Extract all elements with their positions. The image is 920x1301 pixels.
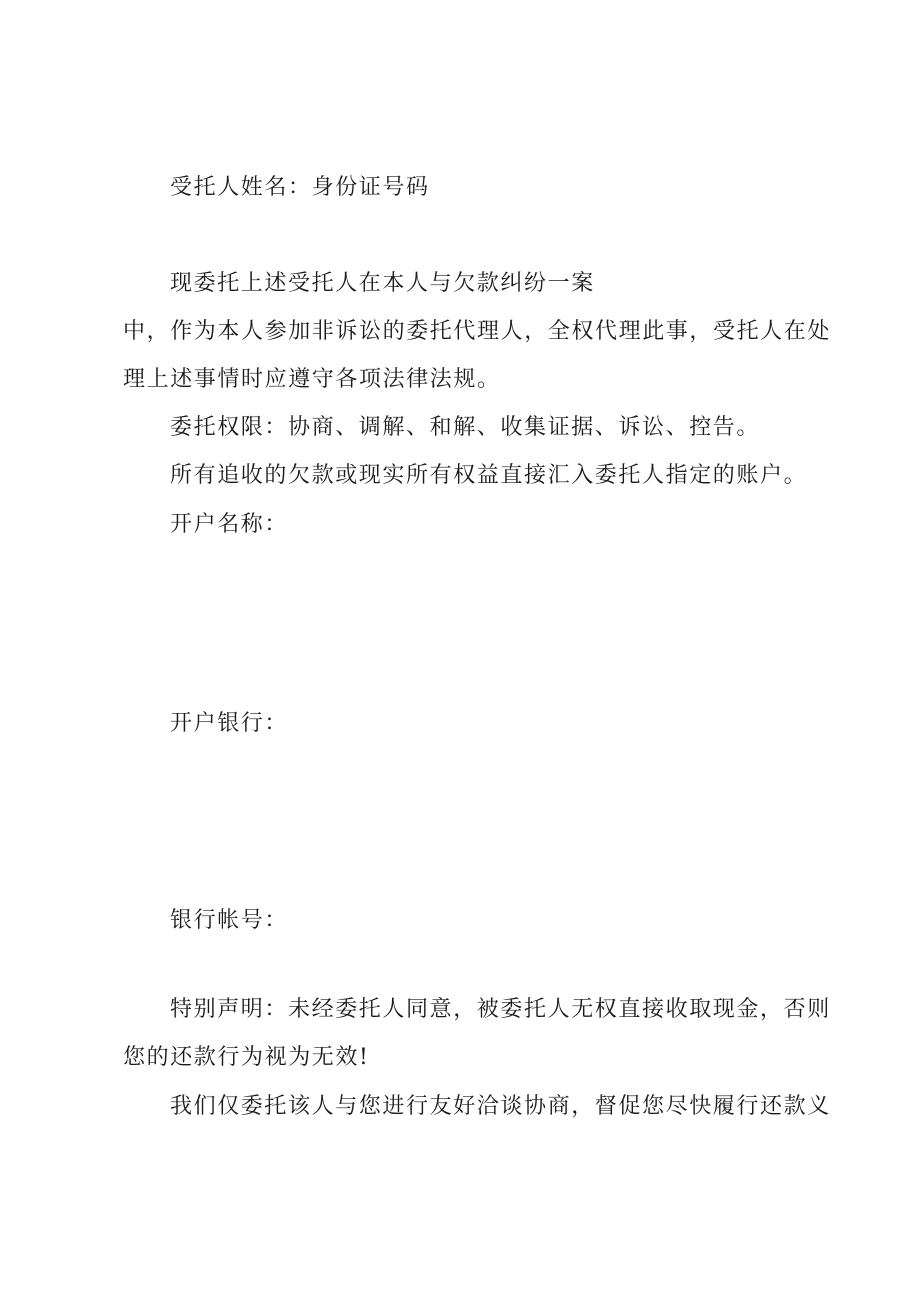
bank-label: 开户银行： [170,711,289,736]
entrust-paragraph-line-2: 中，作为本人参加非诉讼的委托代理人，全权代理此事，受托人在处 [123,319,832,344]
special-statement-line-2: 您的还款行为视为无效! [123,1045,370,1070]
closing-paragraph-line-1: 我们仅委托该人与您进行友好洽谈协商，督促您尽快履行还款义 [170,1094,831,1119]
entrust-paragraph-line-1: 现委托上述受托人在本人与欠款纠纷一案 [170,271,595,296]
account-name-label: 开户名称： [170,512,289,537]
trustee-name-line: 受托人姓名：身份证号码 [170,175,430,200]
special-statement-line-1: 特别声明：未经委托人同意，被委托人无权直接收取现金，否则 [170,997,831,1022]
entrust-paragraph-line-3: 理上述事情时应遵守各项法律法规。 [123,367,501,392]
remittance-line: 所有追收的欠款或现实所有权益直接汇入委托人指定的账户。 [170,463,808,488]
authority-line: 委托权限：协商、调解、和解、收集证据、诉讼、控告。 [170,415,761,440]
account-number-label: 银行帐号： [170,908,289,933]
